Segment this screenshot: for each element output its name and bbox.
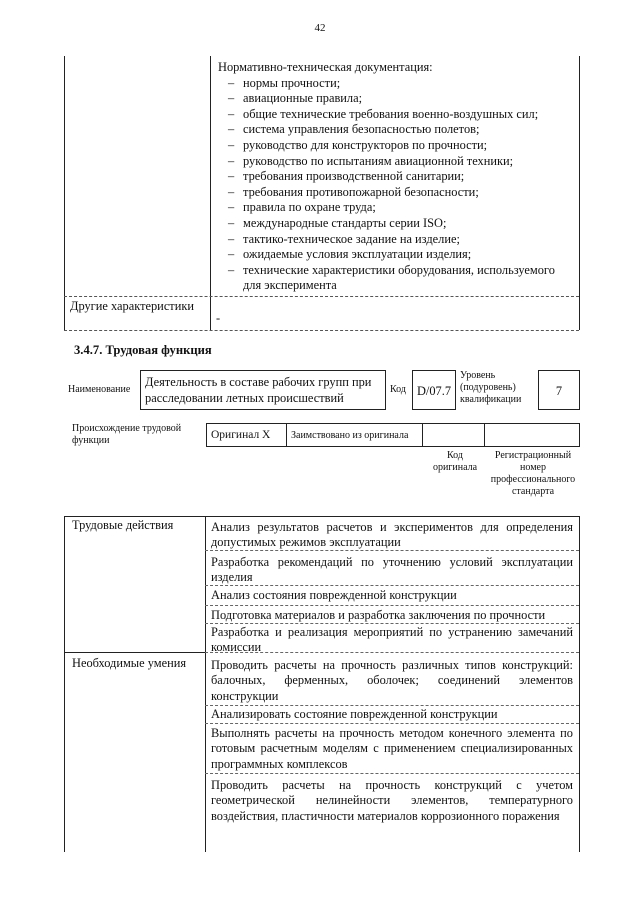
row-separator [205,623,579,624]
skill-item: Проводить расчеты на прочность различных типов конструкций: балочных, ферменных, оболочек; соединений элементов конструкции [211,658,573,703]
row-separator [205,585,579,586]
top-table-row-separator [64,296,579,297]
code-label: Код [390,384,406,395]
normative-documentation [218,60,576,294]
labor-action-item: Анализ результатов расчетов и экспериментов для определения допустимых режимов эксплуатации [211,520,573,550]
section-heading: 3.4.7. Трудовая функция [74,343,212,357]
page-number: 42 [314,22,326,34]
skills-label: Необходимые умения [72,656,187,670]
bottom-table-left-border [64,516,65,852]
other-characteristics-value: - [216,311,221,325]
normative-item: – требования производственной санитарии; [228,169,465,184]
normative-list [218,76,576,294]
qualification-level-box: 7 [538,370,580,410]
top-table-bottom-border [64,330,579,331]
qualification-level-label: Уровень (подуровень) квалификации [460,370,522,405]
origin-borrowed-cell: Заимствовано из оригинала [287,424,423,446]
row-separator [205,705,579,706]
other-characteristics-label: Другие характеристики [70,299,195,313]
origin-reg-number-cell [485,424,579,446]
name-label: Наименование [68,384,131,395]
bottom-table-section-separator [64,652,205,653]
row-separator [205,723,579,724]
origin-code-cell [423,424,485,446]
labor-action-item: Подготовка материалов и разработка заключения по прочности [211,608,546,622]
code-value-box: D/07.7 [412,370,456,410]
code-original-label: Код оригинала [432,450,478,473]
skill-item: Выполнять расчеты на прочность методом конечного элемента по готовым расчетным моделям с применением специализированных программных комплексов [211,726,573,771]
normative-item: – руководство по испытаниям авиационной техники; [228,153,514,168]
origin-label: Происхождение трудовой функции [72,423,182,446]
function-name-box: Деятельность в составе рабочих групп при расследовании летных происшествий [140,370,386,410]
labor-action-item: Разработка и реализация мероприятий по устранению замечаний комиссии [211,625,573,655]
normative-item: – правила по охране труда; [228,200,376,215]
origin-table [206,423,580,447]
registration-number-label: Регистрационный номер профессионального стандарта [490,450,576,497]
row-separator [205,652,579,653]
bottom-table-top-border [64,516,579,517]
normative-heading: Нормативно-техническая документация: [218,60,433,74]
bottom-table-right-border [579,516,580,852]
normative-item: – требования противопожарной безопасности; [228,184,479,199]
skill-item: Анализировать состояние поврежденной конструкции [211,707,498,721]
origin-original-cell: Оригинал X [207,424,287,446]
row-separator [205,550,579,551]
row-separator [205,773,579,774]
normative-item: – руководство для конструкторов по прочности; [228,137,488,152]
normative-item: – технические характеристики оборудования, используемого для эксперимента [228,262,555,293]
labor-action-item: Разработка рекомендаций по уточнению условий эксплуатации изделия [211,555,573,585]
labor-actions-label: Трудовые действия [72,518,174,532]
labor-action-item: Анализ состояния поврежденной конструкции [211,588,457,602]
normative-item: – общие технические требования военно-воздушных сил; [228,106,539,121]
skill-item: Проводить расчеты на прочность конструкций с учетом геометрической нелинейности элементов, температурного воздействия, пластичности материалов коррозионного поражения [211,778,573,823]
normative-item: – авиационные правила; [228,91,363,106]
normative-item: – ожидаемые условия эксплуатации изделия; [228,247,472,262]
normative-item: – международные стандарты серии ISO; [228,215,447,230]
row-separator [205,605,579,606]
normative-item: – система управления безопасностью полетов; [228,122,480,137]
top-table-divider [210,56,211,330]
normative-item: – тактико-техническое задание на изделие; [228,231,460,246]
normative-item: – нормы прочности; [228,75,341,90]
bottom-table-column-divider [205,516,206,852]
